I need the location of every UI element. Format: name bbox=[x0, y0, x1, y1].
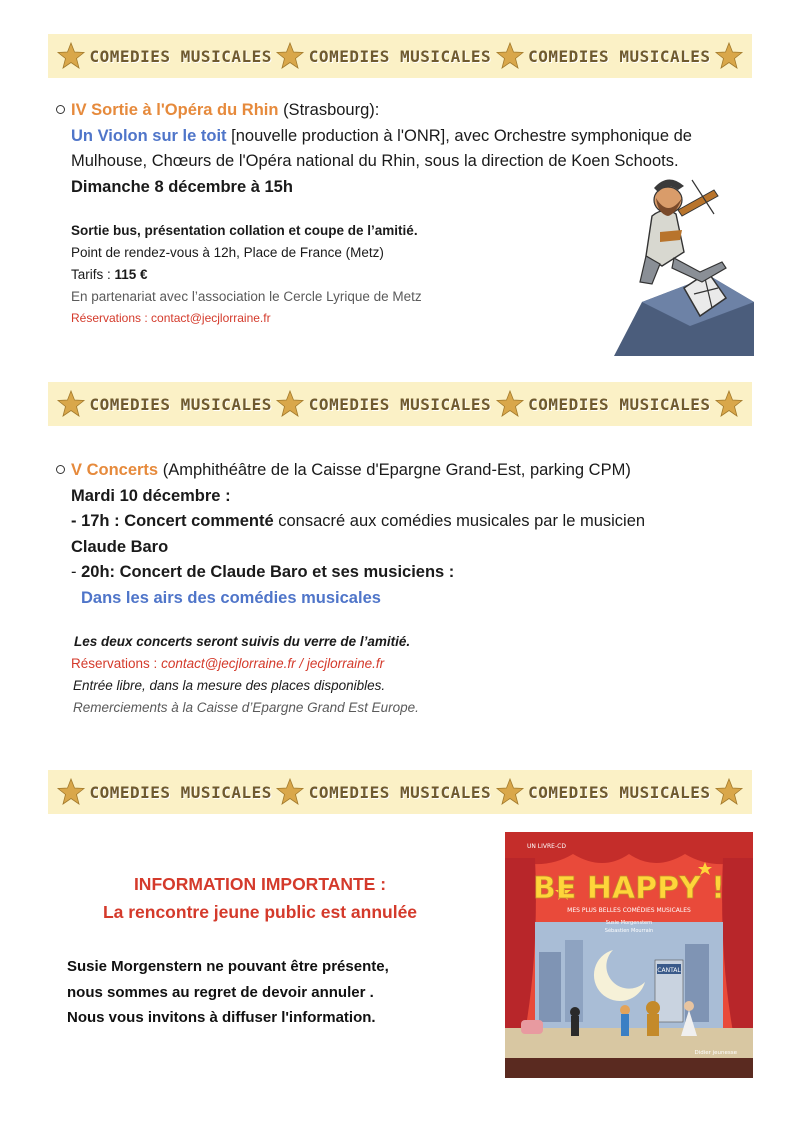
tarifs-label: Tarifs : bbox=[71, 267, 111, 282]
section2-line1 bbox=[71, 509, 756, 535]
star-icon bbox=[714, 41, 744, 71]
section2-thanks: Remerciements à la Caisse d’Epargne Grand Est Europe. bbox=[73, 700, 419, 715]
section1-partner: En partenariat avec l’association le Cercle Lyrique de Metz bbox=[71, 289, 422, 304]
section2-heading-line bbox=[71, 458, 756, 484]
info-body-line-2: nous sommes au regret de devoir annuler . bbox=[67, 983, 374, 1001]
section1-description-text: [nouvelle production à l'ONR], avec Orchestre symphonique de Mulhouse, Chœurs de l'Opéra national du Rhin, sous la direction de Koen Schoots. bbox=[71, 126, 692, 170]
star-icon bbox=[56, 389, 86, 419]
star-icon bbox=[714, 777, 744, 807]
fiddler-on-roof-illustration bbox=[612, 170, 758, 356]
info-title-2: La rencontre jeune public est annulée bbox=[102, 902, 418, 922]
line1-name: Claude Baro bbox=[71, 537, 169, 556]
section2-line2 bbox=[71, 560, 756, 586]
section2-location: (Amphithéâtre de la Caisse d'Epargne Grand-Est, parking CPM) bbox=[162, 461, 631, 479]
reservations-label: Réservations : bbox=[71, 656, 158, 671]
line2-bold: 20h: Concert de Claude Baro et ses musiciens : bbox=[81, 563, 455, 581]
section1-meeting: Point de rendez-vous à 12h, Place de France (Metz) bbox=[71, 245, 384, 260]
star-icon bbox=[275, 389, 305, 419]
banner-word: COMEDIES MUSICALES bbox=[528, 782, 711, 802]
cover-illustrator: Sébastien Mourrain bbox=[604, 928, 654, 934]
banner-word: COMEDIES MUSICALES bbox=[89, 782, 272, 802]
section1-reservations: Réservations : contact@jecjlorraine.fr bbox=[71, 311, 271, 325]
star-icon bbox=[56, 777, 86, 807]
star-icon bbox=[56, 41, 86, 71]
cover-tag: UN LIVRE-CD bbox=[527, 843, 566, 850]
star-icon bbox=[714, 389, 744, 419]
banner-comedies-musicales bbox=[48, 34, 752, 78]
star-icon bbox=[495, 777, 525, 807]
cover-sign: CANTAL bbox=[657, 967, 681, 974]
cover-author: Susie Morgenstern bbox=[605, 920, 653, 926]
star-icon bbox=[495, 41, 525, 71]
section2-note: Les deux concerts seront suivis du verre de l’amitié. bbox=[74, 634, 411, 649]
star-icon bbox=[495, 389, 525, 419]
info-title-1: INFORMATION IMPORTANTE : bbox=[133, 874, 387, 894]
cover-publisher: Didier jeunesse bbox=[694, 1050, 737, 1056]
line1-time: - 17h : bbox=[71, 512, 120, 530]
star-icon bbox=[275, 41, 305, 71]
reservations-value: contact@jecjlorraine.fr / jecjlorraine.fr bbox=[161, 656, 385, 671]
section1-subtitle: Sortie bus, présentation collation et coupe de l’amitié. bbox=[71, 223, 418, 238]
bullet-icon bbox=[56, 465, 65, 474]
banner-word: COMEDIES MUSICALES bbox=[308, 46, 492, 66]
section1-title: Un Violon sur le toit bbox=[71, 126, 227, 145]
section2-date: Mardi 10 décembre : bbox=[71, 486, 231, 505]
cover-title: BE HAPPY ! bbox=[533, 871, 725, 906]
tarifs-value: 115 € bbox=[114, 267, 148, 282]
banner-word: COMEDIES MUSICALES bbox=[89, 46, 272, 66]
cover-subtitle: MES PLUS BELLES COMÉDIES MUSICALES bbox=[567, 907, 691, 914]
banner-word: COMEDIES MUSICALES bbox=[308, 394, 492, 414]
section1-heading: IV Sortie à l'Opéra du Rhin bbox=[71, 101, 279, 119]
line2-prefix: - bbox=[71, 563, 77, 581]
banner-comedies-musicales bbox=[48, 770, 752, 814]
section2-entry: Entrée libre, dans la mesure des places disponibles. bbox=[73, 678, 386, 693]
banner-word: COMEDIES MUSICALES bbox=[528, 394, 711, 414]
banner-comedies-musicales bbox=[48, 382, 752, 426]
section1-heading-line bbox=[71, 98, 756, 124]
banner-word: COMEDIES MUSICALES bbox=[528, 46, 711, 66]
line1-rest: consacré aux comédies musicales par le musicien bbox=[278, 512, 646, 530]
section1-location: (Strasbourg): bbox=[283, 101, 380, 119]
banner-word: COMEDIES MUSICALES bbox=[89, 394, 272, 414]
info-body-line-1: Susie Morgenstern ne pouvant être présente, bbox=[67, 958, 389, 975]
section2-highlight: Dans les airs des comédies musicales bbox=[81, 588, 381, 607]
section2-reservations bbox=[71, 653, 756, 675]
banner-word: COMEDIES MUSICALES bbox=[308, 782, 492, 802]
bullet-icon bbox=[56, 105, 65, 114]
info-body bbox=[67, 954, 487, 1031]
section1-date: Dimanche 8 décembre à 15h bbox=[71, 177, 293, 196]
info-body-line-3: Nous vous invitons à diffuser l'information. bbox=[67, 1009, 376, 1026]
line1-bold: Concert commenté bbox=[124, 512, 274, 530]
section1-description bbox=[71, 124, 736, 175]
star-icon bbox=[275, 777, 305, 807]
be-happy-book-cover bbox=[505, 832, 753, 1078]
section2-heading: V Concerts bbox=[71, 461, 159, 479]
